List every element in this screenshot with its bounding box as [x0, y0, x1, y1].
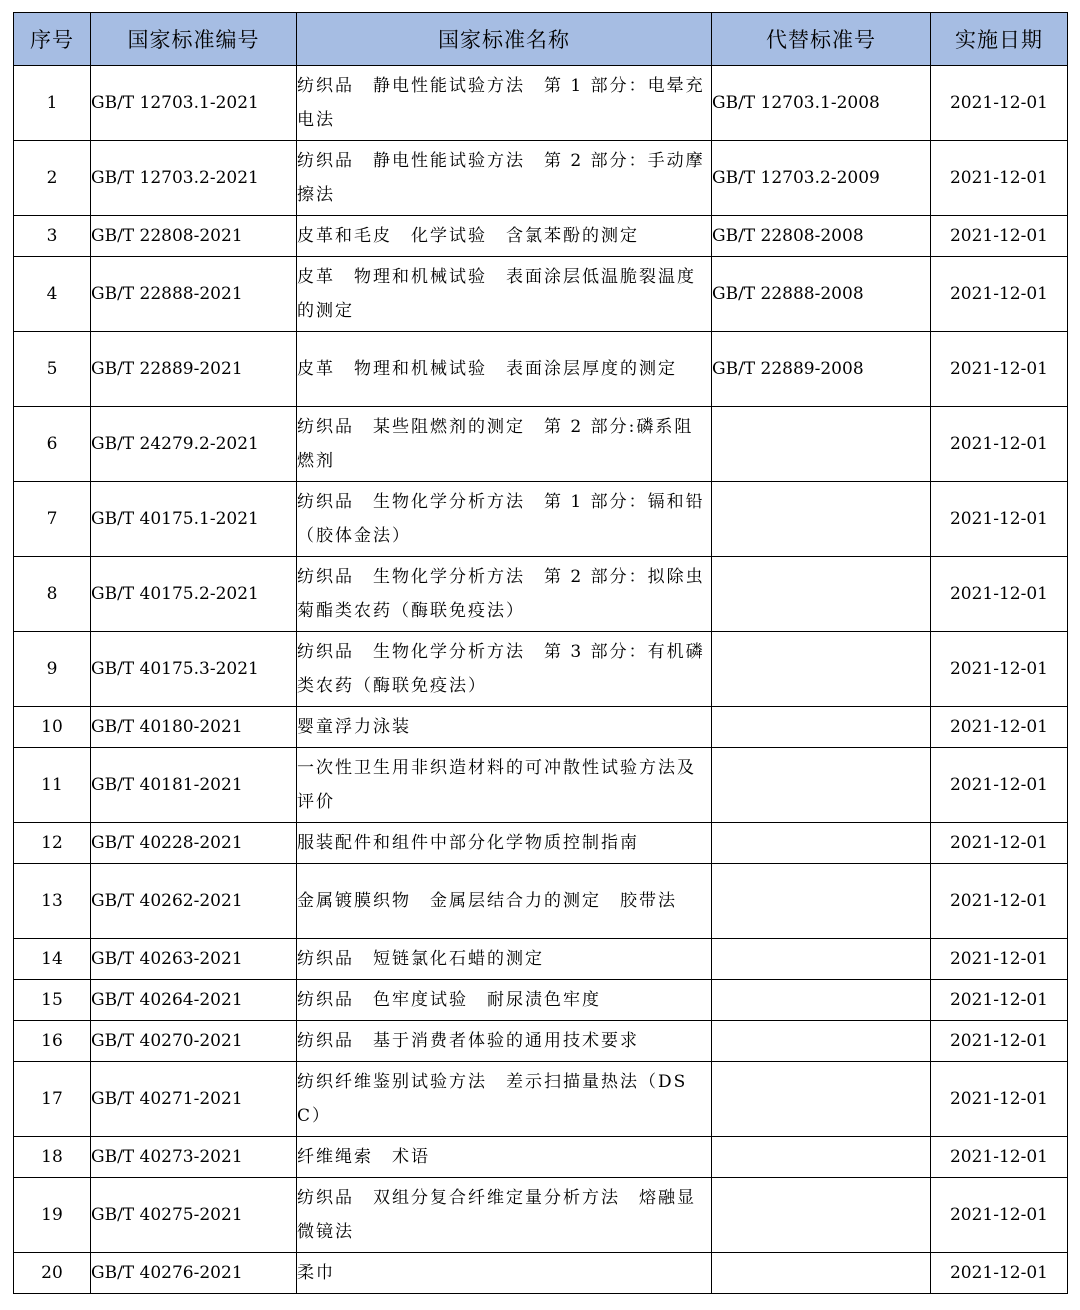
table-row: [14, 557, 1068, 632]
standard-code: GB/T 12703.1-2021: [91, 66, 297, 141]
standard-name: 服装配件和组件中部分化学物质控制指南: [297, 823, 712, 864]
header-standard-code: 国家标准编号: [91, 13, 297, 66]
row-number: 19: [14, 1178, 91, 1253]
replaced-standard: [712, 407, 931, 482]
effective-date: 2021-12-01: [931, 707, 1068, 748]
table-header-row: [14, 13, 1068, 66]
effective-date: 2021-12-01: [931, 823, 1068, 864]
standard-name: 纺织品 生物化学分析方法 第 1 部分：镉和铅（胶体金法）: [297, 482, 712, 557]
standard-name: 纺织品 生物化学分析方法 第 2 部分：拟除虫菊酯类农药（酶联免疫法）: [297, 557, 712, 632]
standard-name: 纺织品 双组分复合纤维定量分析方法 熔融显微镜法: [297, 1178, 712, 1253]
standard-code: GB/T 40175.2-2021: [91, 557, 297, 632]
standard-code: GB/T 40271-2021: [91, 1062, 297, 1137]
row-number: 2: [14, 141, 91, 216]
replaced-standard: [712, 939, 931, 980]
replaced-standard: GB/T 22889-2008: [712, 332, 931, 407]
table-row: [14, 407, 1068, 482]
standard-name: 纤维绳索 术语: [297, 1137, 712, 1178]
table-row: [14, 1021, 1068, 1062]
standards-table: [13, 12, 1068, 1294]
table-row: [14, 1137, 1068, 1178]
standard-code: GB/T 40263-2021: [91, 939, 297, 980]
standard-code: GB/T 40273-2021: [91, 1137, 297, 1178]
replaced-standard: GB/T 22888-2008: [712, 257, 931, 332]
standard-code: GB/T 40180-2021: [91, 707, 297, 748]
standard-name: 纺织品 生物化学分析方法 第 3 部分：有机磷类农药（酶联免疫法）: [297, 632, 712, 707]
row-number: 20: [14, 1253, 91, 1294]
header-effective-date: 实施日期: [931, 13, 1068, 66]
replaced-standard: [712, 823, 931, 864]
standard-name: 一次性卫生用非织造材料的可冲散性试验方法及评价: [297, 748, 712, 823]
effective-date: 2021-12-01: [931, 864, 1068, 939]
row-number: 5: [14, 332, 91, 407]
row-number: 11: [14, 748, 91, 823]
standard-name: 皮革 物理和机械试验 表面涂层厚度的测定: [297, 332, 712, 407]
replaced-standard: [712, 557, 931, 632]
standard-code: GB/T 40175.3-2021: [91, 632, 297, 707]
table-row: [14, 482, 1068, 557]
effective-date: 2021-12-01: [931, 257, 1068, 332]
replaced-standard: [712, 1137, 931, 1178]
effective-date: 2021-12-01: [931, 482, 1068, 557]
standard-name: 柔巾: [297, 1253, 712, 1294]
replaced-standard: GB/T 12703.1-2008: [712, 66, 931, 141]
row-number: 12: [14, 823, 91, 864]
table-row: [14, 216, 1068, 257]
effective-date: 2021-12-01: [931, 216, 1068, 257]
replaced-standard: GB/T 12703.2-2009: [712, 141, 931, 216]
replaced-standard: [712, 1178, 931, 1253]
replaced-standard: [712, 707, 931, 748]
row-number: 13: [14, 864, 91, 939]
table-row: [14, 864, 1068, 939]
replaced-standard: GB/T 22808-2008: [712, 216, 931, 257]
replaced-standard: [712, 1021, 931, 1062]
row-number: 10: [14, 707, 91, 748]
row-number: 6: [14, 407, 91, 482]
standard-name: 纺织品 某些阻燃剂的测定 第 2 部分:磷系阻燃剂: [297, 407, 712, 482]
standard-code: GB/T 40275-2021: [91, 1178, 297, 1253]
table-row: [14, 707, 1068, 748]
row-number: 3: [14, 216, 91, 257]
effective-date: 2021-12-01: [931, 407, 1068, 482]
replaced-standard: [712, 1062, 931, 1137]
replaced-standard: [712, 632, 931, 707]
standard-name: 皮革 物理和机械试验 表面涂层低温脆裂温度的测定: [297, 257, 712, 332]
row-number: 16: [14, 1021, 91, 1062]
effective-date: 2021-12-01: [931, 1021, 1068, 1062]
standards-table-container: [13, 12, 1068, 1294]
table-row: [14, 823, 1068, 864]
effective-date: 2021-12-01: [931, 557, 1068, 632]
standard-code: GB/T 40181-2021: [91, 748, 297, 823]
standard-code: GB/T 40270-2021: [91, 1021, 297, 1062]
row-number: 9: [14, 632, 91, 707]
header-replaced-standard: 代替标准号: [712, 13, 931, 66]
table-row: [14, 332, 1068, 407]
standard-code: GB/T 40262-2021: [91, 864, 297, 939]
standard-code: GB/T 12703.2-2021: [91, 141, 297, 216]
standard-name: 纺织品 色牢度试验 耐尿渍色牢度: [297, 980, 712, 1021]
standard-code: GB/T 22888-2021: [91, 257, 297, 332]
standard-name: 皮革和毛皮 化学试验 含氯苯酚的测定: [297, 216, 712, 257]
standard-code: GB/T 22808-2021: [91, 216, 297, 257]
table-row: [14, 1178, 1068, 1253]
standard-code: GB/T 40228-2021: [91, 823, 297, 864]
row-number: 15: [14, 980, 91, 1021]
row-number: 1: [14, 66, 91, 141]
replaced-standard: [712, 482, 931, 557]
effective-date: 2021-12-01: [931, 632, 1068, 707]
replaced-standard: [712, 748, 931, 823]
standard-name: 纺织品 短链氯化石蜡的测定: [297, 939, 712, 980]
standard-code: GB/T 40175.1-2021: [91, 482, 297, 557]
effective-date: 2021-12-01: [931, 980, 1068, 1021]
effective-date: 2021-12-01: [931, 1137, 1068, 1178]
effective-date: 2021-12-01: [931, 1062, 1068, 1137]
effective-date: 2021-12-01: [931, 939, 1068, 980]
standard-code: GB/T 22889-2021: [91, 332, 297, 407]
header-serial-number: 序号: [14, 13, 91, 66]
replaced-standard: [712, 1253, 931, 1294]
table-row: [14, 1253, 1068, 1294]
standard-name: 纺织品 静电性能试验方法 第 1 部分：电晕充电法: [297, 66, 712, 141]
row-number: 8: [14, 557, 91, 632]
replaced-standard: [712, 980, 931, 1021]
standard-name: 纺织品 静电性能试验方法 第 2 部分：手动摩擦法: [297, 141, 712, 216]
row-number: 4: [14, 257, 91, 332]
table-row: [14, 1062, 1068, 1137]
table-row: [14, 748, 1068, 823]
row-number: 17: [14, 1062, 91, 1137]
table-row: [14, 66, 1068, 141]
standard-name: 金属镀膜织物 金属层结合力的测定 胶带法: [297, 864, 712, 939]
table-row: [14, 980, 1068, 1021]
effective-date: 2021-12-01: [931, 332, 1068, 407]
row-number: 18: [14, 1137, 91, 1178]
standard-name: 纺织纤维鉴别试验方法 差示扫描量热法（DSC）: [297, 1062, 712, 1137]
effective-date: 2021-12-01: [931, 1178, 1068, 1253]
row-number: 14: [14, 939, 91, 980]
table-row: [14, 257, 1068, 332]
effective-date: 2021-12-01: [931, 141, 1068, 216]
row-number: 7: [14, 482, 91, 557]
standard-code: GB/T 40276-2021: [91, 1253, 297, 1294]
standard-name: 纺织品 基于消费者体验的通用技术要求: [297, 1021, 712, 1062]
table-row: [14, 141, 1068, 216]
effective-date: 2021-12-01: [931, 748, 1068, 823]
standard-name: 婴童浮力泳装: [297, 707, 712, 748]
standard-code: GB/T 24279.2-2021: [91, 407, 297, 482]
header-standard-name: 国家标准名称: [297, 13, 712, 66]
effective-date: 2021-12-01: [931, 66, 1068, 141]
table-row: [14, 632, 1068, 707]
effective-date: 2021-12-01: [931, 1253, 1068, 1294]
table-row: [14, 939, 1068, 980]
standard-code: GB/T 40264-2021: [91, 980, 297, 1021]
replaced-standard: [712, 864, 931, 939]
